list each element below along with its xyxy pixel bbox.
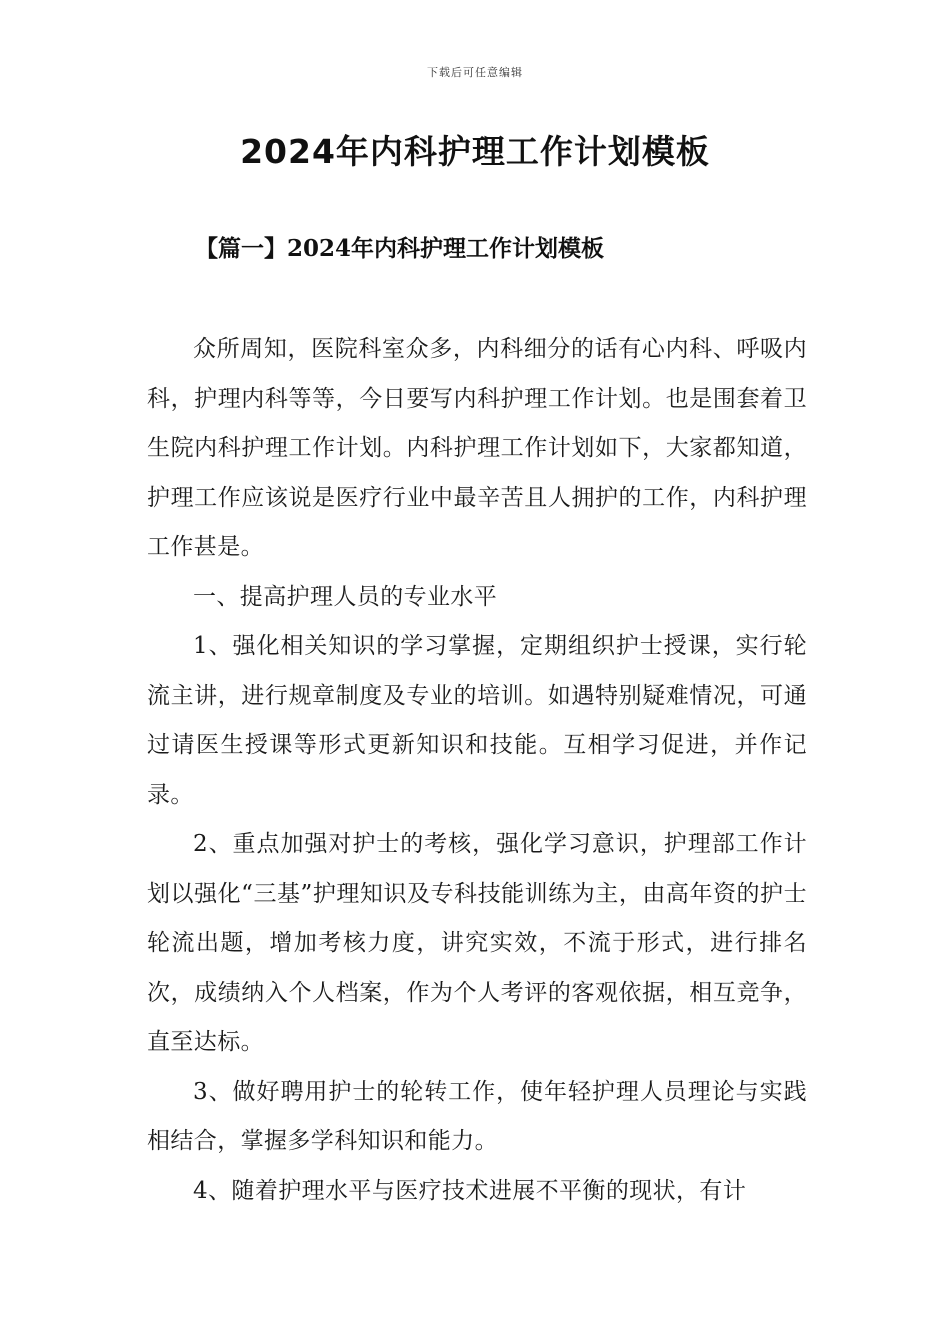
paragraph-item-3: 3、做好聘用护士的轮转工作，使年轻护理人员理论与实践相结合，掌握多学科知识和能力。 <box>147 1078 807 1154</box>
header-note: 下载后可任意编辑 <box>427 66 523 79</box>
document-body <box>147 325 807 1216</box>
paragraph-item-4: 4、随着护理水平与医疗技术进展不平衡的现状，有计 <box>193 1177 747 1204</box>
paragraph-intro: 众所周知，医院科室众多，内科细分的话有心内科、呼吸内科，护理内科等等，今日要写内科护理工作计划。也是围套着卫生院内科护理工作计划。内科护理工作计划如下，大家都知道，护理工作应该说是医疗行业中最辛苦且人拥护的工作，内科护理工作甚是。 <box>147 336 807 560</box>
section-heading: 【篇一】2024年内科护理工作计划模板 <box>195 235 605 262</box>
paragraph-item-2: 2、重点加强对护士的考核，强化学习意识，护理部工作计划以强化“三基”护理知识及专科技能训练为主，由高年资的护士轮流出题，增加考核力度，讲究实效，不流于形式，进行排名次，成绩纳入个人档案，作为个人考评的客观依据，相互竞争，直至达标。 <box>147 831 807 1055</box>
paragraph-subheading: 一、提高护理人员的专业水平 <box>193 583 498 610</box>
document-title: 2024年内科护理工作计划模板 <box>240 132 710 171</box>
paragraph-item-1: 1、强化相关知识的学习掌握，定期组织护士授课，实行轮流主讲，进行规章制度及专业的培训。如遇特别疑难情况，可通过请医生授课等形式更新知识和技能。互相学习促进，并作记录。 <box>147 633 807 808</box>
